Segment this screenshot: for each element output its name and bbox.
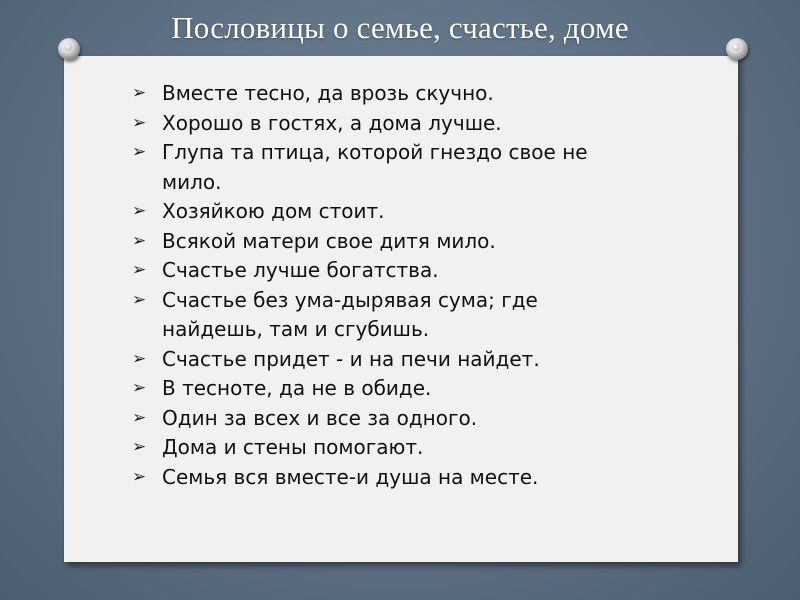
list-item	[132, 404, 602, 434]
proverb-text: Семья вся вместе-и душа на месте.	[162, 464, 539, 489]
list-item	[132, 79, 602, 109]
checkmark-arrow-icon: ➢	[132, 466, 147, 487]
list-item	[132, 463, 602, 493]
proverb-text: Счастье лучше богатства.	[162, 258, 439, 282]
proverb-text: В тесноте, да не в обиде.	[162, 376, 432, 400]
checkmark-arrow-icon: ➢	[132, 201, 147, 221]
checkmark-arrow-icon: ➢	[132, 378, 147, 398]
proverb-text: Всякой матери свое дитя мило.	[162, 228, 496, 253]
proverb-text: Дома и стены помогают.	[162, 435, 424, 459]
checkmark-arrow-icon: ➢	[132, 142, 147, 162]
list-item	[132, 374, 602, 404]
checkmark-arrow-icon: ➢	[132, 112, 147, 133]
checkmark-arrow-icon: ➢	[132, 437, 147, 457]
list-item	[132, 256, 602, 286]
list-item	[132, 197, 602, 227]
list-item	[132, 433, 602, 463]
list-item	[132, 109, 602, 139]
list-item	[132, 345, 602, 375]
checkmark-arrow-icon: ➢	[132, 289, 147, 310]
proverb-text: Счастье придет - и на печи найдет.	[162, 346, 540, 371]
checkmark-arrow-icon: ➢	[132, 260, 147, 280]
checkmark-arrow-icon: ➢	[132, 230, 147, 251]
proverb-text: Глупа та птица, которой гнездо свое не мило.	[162, 140, 588, 194]
pin-icon	[726, 38, 748, 60]
proverb-text: Вместе тесно, да врозь скучно.	[162, 81, 494, 105]
checkmark-arrow-icon: ➢	[132, 407, 147, 428]
proverb-text: Хозяйкою дом стоит.	[162, 199, 385, 223]
slide-title: Пословицы о семье, счастье, доме	[171, 10, 629, 45]
proverb-text: Хорошо в гостях, а дома лучше.	[162, 110, 502, 135]
list-item	[132, 138, 602, 197]
proverb-text: Счастье без ума-дырявая сума; где найдешь, там и сгубишь.	[162, 287, 538, 341]
list-item	[132, 227, 602, 257]
proverb-text: Один за всех и все за одного.	[162, 405, 478, 430]
pin-icon	[58, 38, 80, 60]
checkmark-arrow-icon: ➢	[132, 348, 147, 369]
proverb-list	[132, 79, 602, 492]
list-item	[132, 286, 602, 345]
checkmark-arrow-icon: ➢	[132, 83, 147, 103]
